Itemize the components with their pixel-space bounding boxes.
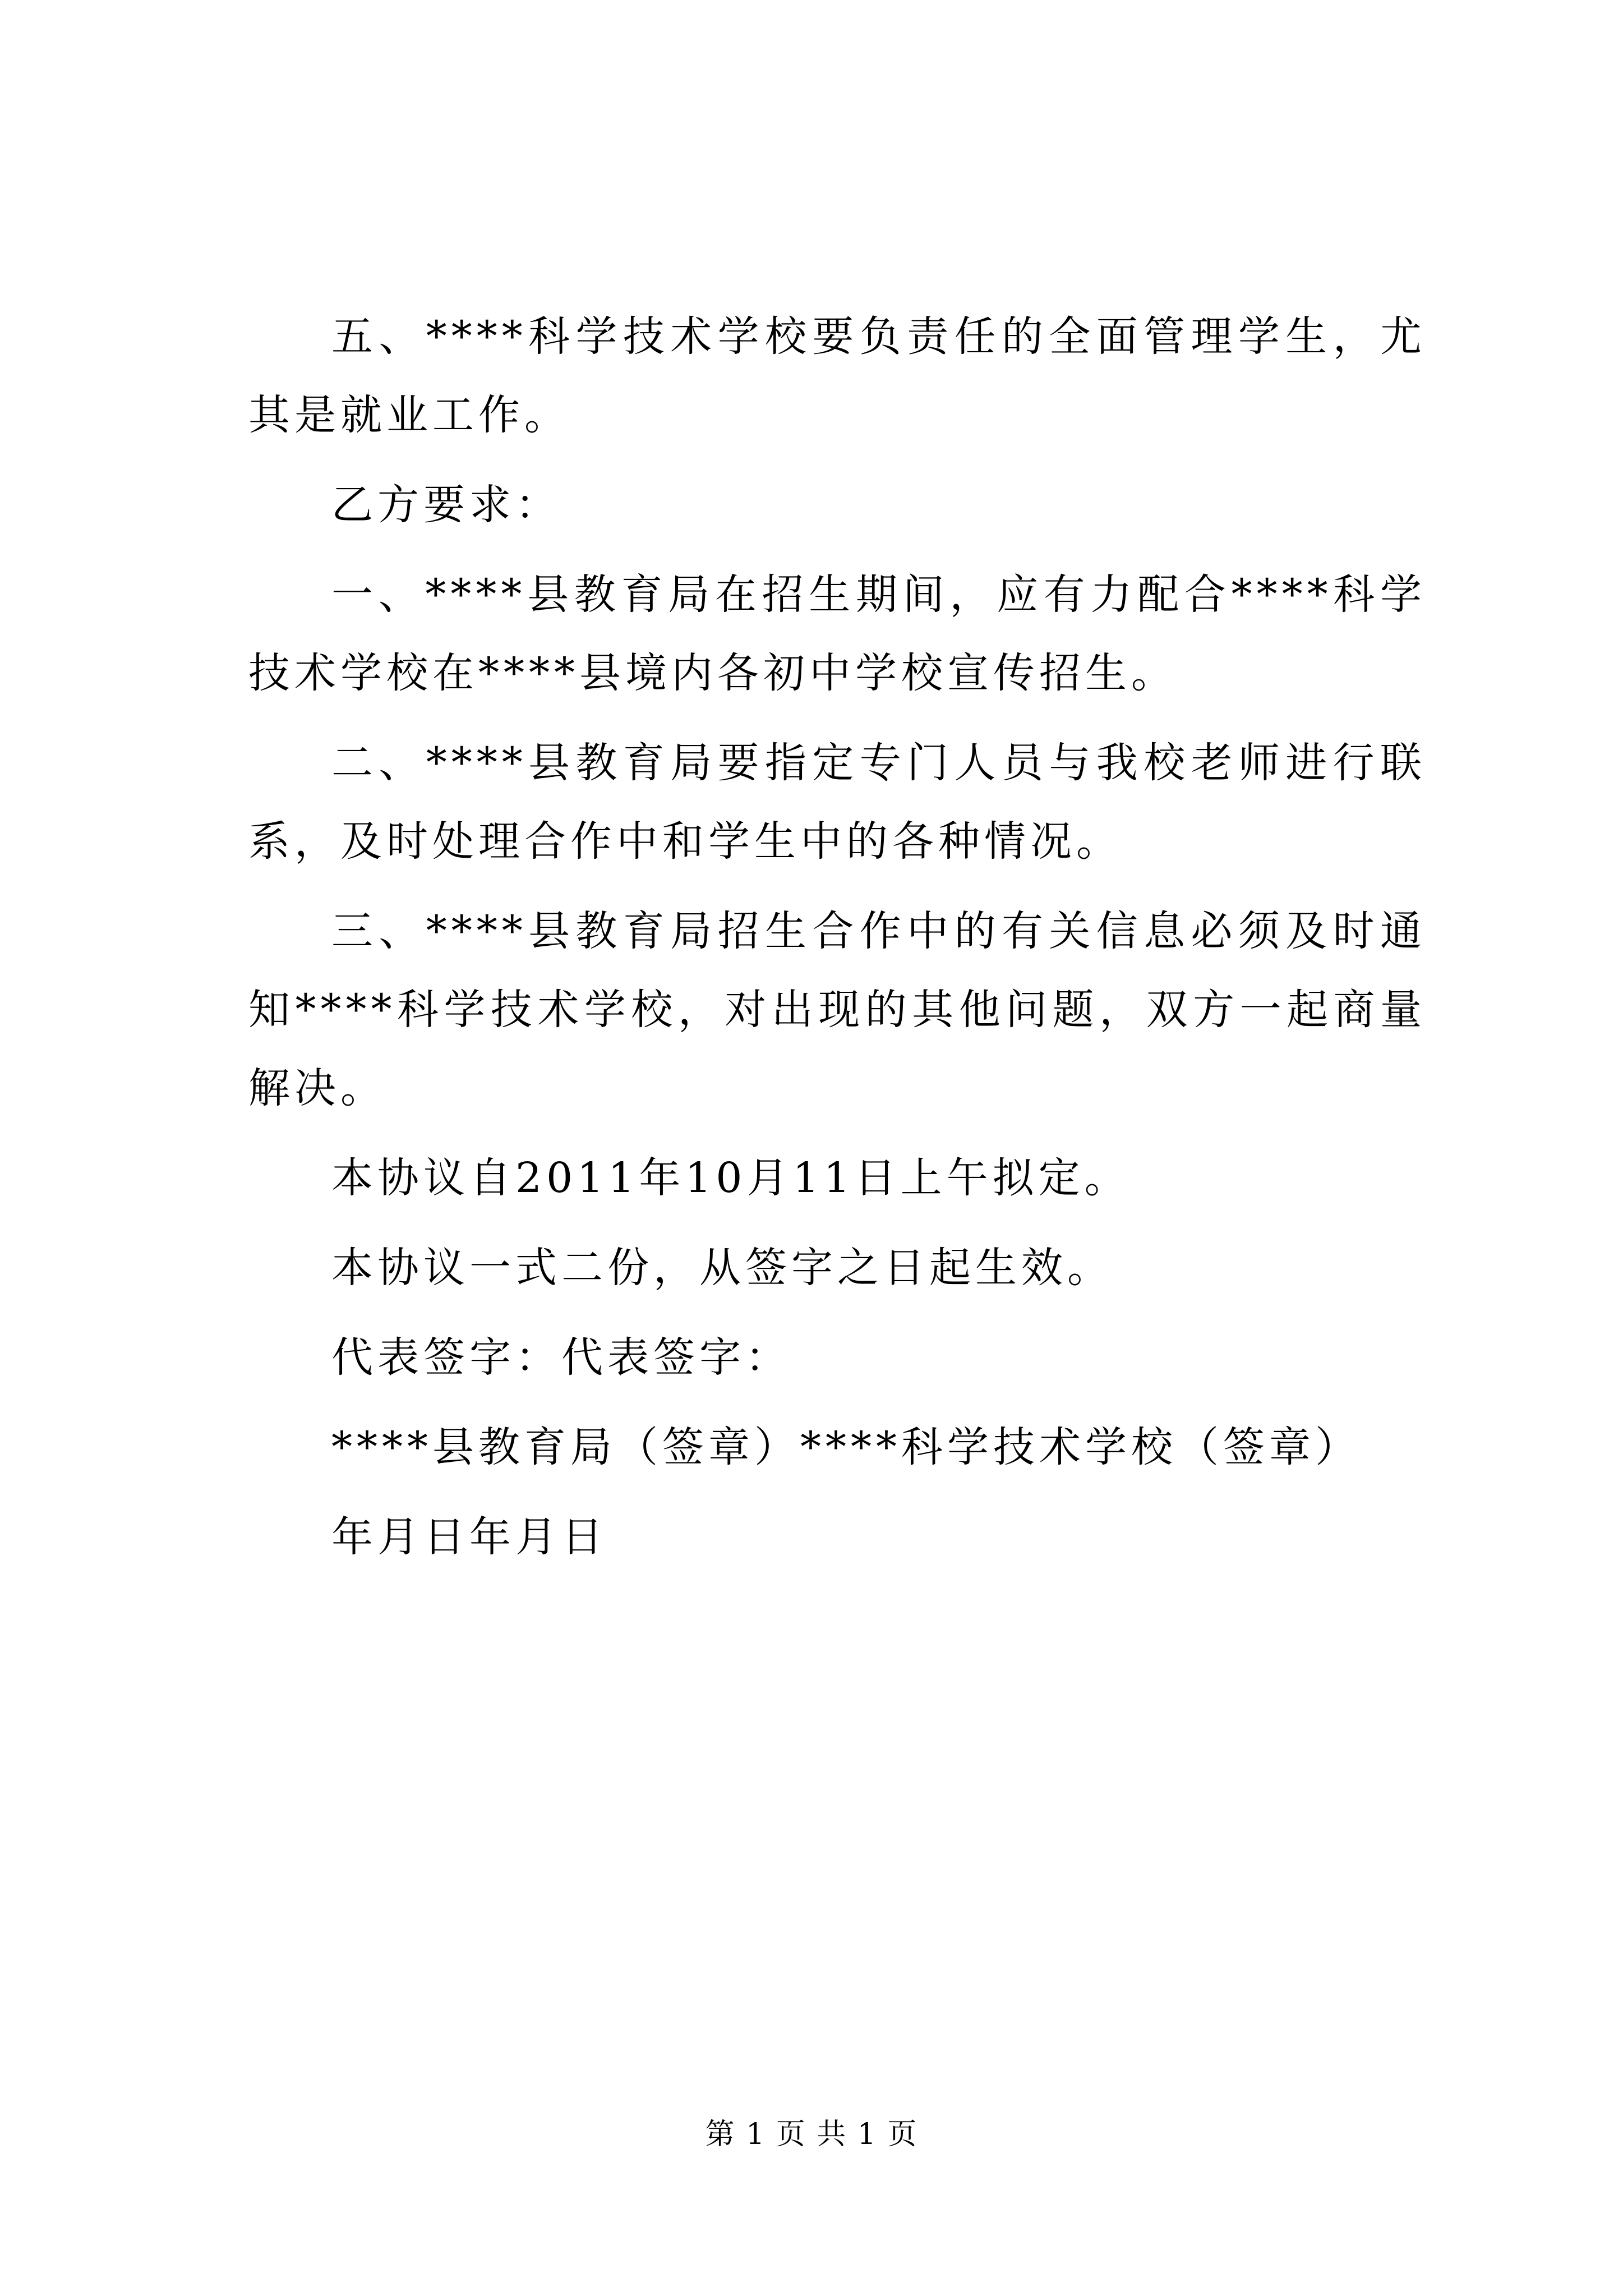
seal-line: ****县教育局（签章）****科学技术学校（签章）	[331, 1423, 1361, 1471]
paragraph-item-5: 五、****科学技术学校要负责任的全面管理学生，尤其是就业工作。	[248, 312, 1426, 439]
page-footer: 第 1 页 共 1 页	[705, 2118, 918, 2151]
agreement-effective-statement: 本协议一式二份，从签字之日起生效。	[331, 1244, 1113, 1292]
document-body	[248, 297, 1426, 1588]
requirement-3: 三、****县教育局招生合作中的有关信息必须及时通知****科学技术学校，对出现的其他问题，双方一起商量解决。	[248, 907, 1426, 1112]
representative-signature-line: 代表签字：代表签字：	[331, 1333, 791, 1382]
party-b-requirements-heading: 乙方要求：	[331, 481, 561, 529]
requirement-2: 二、****县教育局要指定专门人员与我校老师进行联系，及时处理合作中和学生中的各种情况。	[248, 739, 1426, 866]
agreement-date-statement: 本协议自2011年10月11日上午拟定。	[331, 1154, 1131, 1202]
requirement-1: 一、****县教育局在招生期间，应有力配合****科学技术学校在****县境内各初中学校宣传招生。	[248, 570, 1426, 697]
date-line: 年月日年月日	[331, 1513, 607, 1561]
